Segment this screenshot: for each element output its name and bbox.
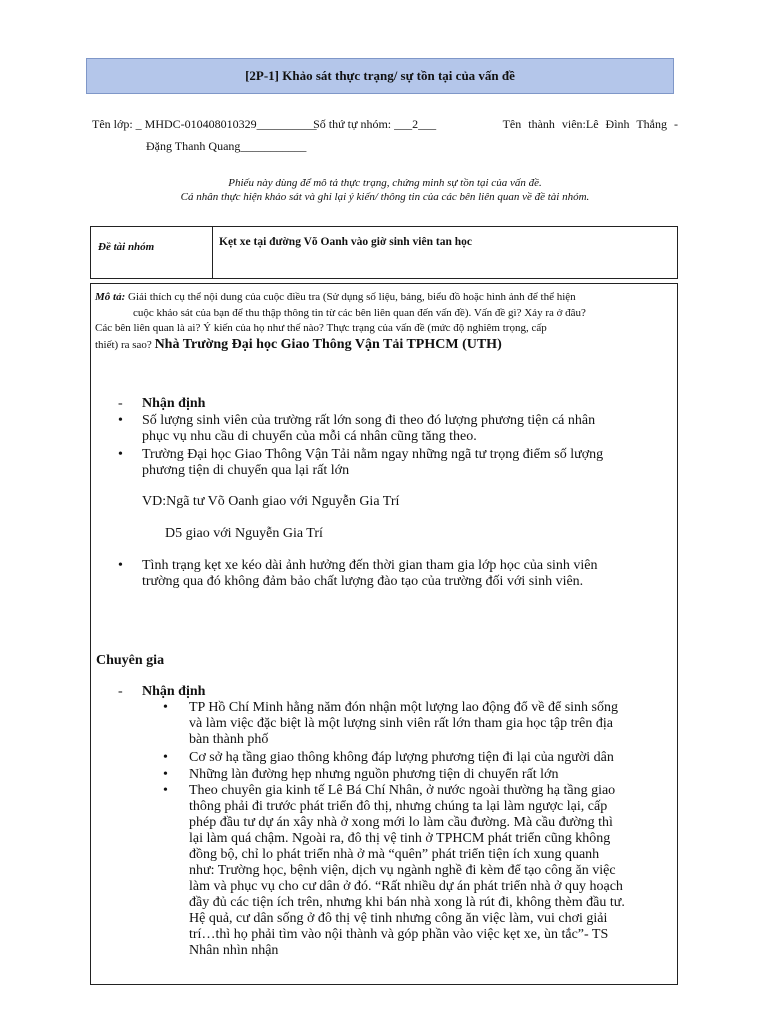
expert-bullet-4-line: thông phải đi trước phát triển đô thị, nhưng chúng ta lại làm ngược lại, cấp (189, 799, 608, 814)
expert-bullet-1-line-2: và làm việc đặc biệt là một lượng sinh viên rất lớn tham gia học tập trên địa (189, 716, 613, 731)
expert-bullet-1-line-3: bàn thành phố (189, 732, 269, 747)
expert-assessment-heading: Nhận định (142, 684, 206, 699)
school-bullet-1-line-2: phục vụ nhu cầu di chuyển của mỗi cá nhân cũng tăng theo. (142, 429, 477, 444)
expert-bullet-2: Cơ sở hạ tầng giao thông không đáp lượng phương tiện đi lại của người dân (189, 750, 614, 765)
topic-table (90, 226, 678, 279)
form-title-text: [2P-1] Khảo sát thực trạng/ sự tồn tại của vấn đề (245, 68, 515, 83)
example-2: D5 giao với Nguyễn Gia Trí (165, 526, 323, 541)
school-bullet-3-line-2: trường qua đó không đảm bảo chất lượng đào tạo của trường đối với sinh viên. (142, 574, 584, 589)
expert-bullet-4-line: Theo chuyên gia kinh tế Lê Bá Chí Nhân, ở nước ngoài thường hạ tầng giao (189, 783, 616, 798)
description-line-4: thiết) ra sao? (95, 338, 152, 351)
members-label: Tên thành viên:Lê Đình Thắng - (502, 117, 678, 131)
school-bullet-3-line-1: Tình trạng kẹt xe kéo dài ảnh hưởng đến thời gian tham gia lớp học của sinh viên (142, 558, 598, 573)
expert-bullet-4-line: làm và phục vụ cho cư dân ở đó. “Rất nhiều dự án phát triển nhà ở quy hoạch (189, 879, 623, 894)
school-bullet-2-line-1: Trường Đại học Giao Thông Vận Tải nằm ngay những ngã tư trọng điểm số lượng (142, 447, 604, 462)
bullet-icon: • (163, 750, 168, 765)
description-label: Mô tả: (95, 291, 126, 303)
bullet-icon: • (118, 413, 123, 428)
note-line-1: Phiếu này dùng để mô tả thực trạng, chứng minh sự tồn tại của vấn đề. (228, 177, 542, 189)
class-info-line (92, 117, 678, 132)
group-label: Số thứ tự nhóm: ___2___ (313, 117, 437, 131)
school-assessment-heading: Nhận định (142, 396, 206, 411)
expert-bullet-4-line: đầy đủ các tiện ích trên, nhưng khi bán nhà xong là rút đi, không thèm đầu tư. (189, 895, 625, 910)
dash-marker: - (118, 684, 123, 699)
bullet-icon: • (118, 558, 123, 573)
school-heading: Nhà Trường Đại học Giao Thông Vận Tải TPHCM (UTH) (154, 336, 502, 352)
expert-bullet-1-line-1: TP Hồ Chí Minh hằng năm đón nhận một lượng lao động đổ về để sinh sống (189, 700, 619, 715)
expert-bullet-1 (189, 700, 618, 748)
expert-bullet-4-line: Nhân nhìn nhận (189, 943, 279, 958)
dash-marker: - (118, 396, 123, 411)
note-line-2: Cá nhân thực hiện khảo sát và ghi lại ý kiến/ thông tin của các bên liên quan về đề tài nhóm. (180, 191, 590, 203)
bullet-icon: • (163, 767, 168, 782)
expert-bullet-4 (189, 783, 677, 959)
description-line-3: Các bên liên quan là ai? Ý kiến của họ như thế nào? Thực trạng của vấn đề (mức độ nghiêm trọng, cấp (95, 322, 547, 334)
bullet-icon: • (118, 447, 123, 462)
expert-bullet-4-line: như: Trường học, bệnh viện, dịch vụ ngành nghề đi kèm để tạo công ăn việc (189, 863, 616, 878)
school-bullet-2-line-2: phương tiện di chuyển qua lại rất lớn (142, 463, 350, 478)
description-line-1: Giải thích cụ thể nội dung của cuộc điều tra (Sử dụng số liệu, bảng, biểu đồ hoặc hình ảnh để thể hiện (128, 291, 576, 303)
description-intro (95, 290, 665, 353)
members-continued: Đặng Thanh Quang___________ (146, 139, 307, 153)
school-bullet-3 (142, 558, 598, 590)
expert-bullet-4-line: lại làm quá chậm. Ngoài ra, đô thị vệ tinh ở TPHCM phát triển cũng không (189, 831, 611, 846)
bullet-icon: • (163, 783, 168, 798)
expert-bullet-4-line: phép đầu tư dự án xây nhà ở xong mới lo làm cầu đường. Mà cầu đường thì (189, 815, 613, 830)
form-title (86, 58, 674, 94)
class-label: Tên lớp: _ MHDC-010408010329__________ (92, 117, 317, 131)
school-bullet-1 (142, 413, 595, 445)
description-box (90, 283, 678, 985)
description-line-2: cuộc khảo sát của bạn để thu thập thông tin từ các bên liên quan đến vấn đề). Vấn đề gì? Xảy ra ở đâu? (133, 306, 586, 319)
expert-heading: Chuyên gia (96, 653, 165, 668)
topic-value: Kẹt xe tại đường Võ Oanh vào giờ sinh viên tan học (219, 236, 472, 248)
school-bullet-2 (142, 447, 603, 479)
expert-bullet-3: Những làn đường hẹp nhưng nguồn phương tiện di chuyển rất lớn (189, 767, 559, 782)
example-1: VD:Ngã tư Võ Oanh giao với Nguyễn Gia Trí (142, 494, 400, 509)
school-bullet-1-line-1: Số lượng sinh viên của trường rất lớn song đi theo đó lượng phương tiện cá nhân (142, 413, 596, 428)
topic-label: Đề tài nhóm (91, 227, 213, 278)
expert-bullet-4-line: trí…thì họ phải tìm vào nội thành và góp phần vào việc kẹt xe, ùn tắc”- TS (189, 927, 609, 942)
expert-bullet-4-line: Hệ quả, cư dân sống ở đô thị vệ tinh nhưng công ăn việc làm, vui chơi giải (189, 911, 608, 926)
expert-bullet-4-line: đồng bộ, chỉ lo phát triển nhà ở mà “quên” phát triển tiện ích xung quanh (189, 847, 600, 862)
bullet-icon: • (163, 700, 168, 715)
